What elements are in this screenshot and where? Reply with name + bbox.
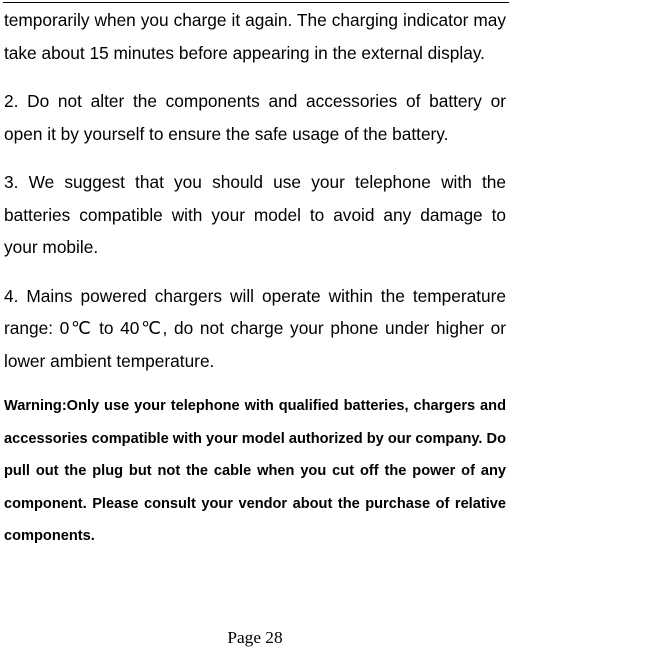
paragraph-battery-components: 2. Do not alter the components and accessories of battery or open it by yourself to ensure the safe usage of the battery.: [4, 91, 506, 144]
paragraph-compatible-batteries: 3. We suggest that you should use your telephone with the batteries compatible with your model to avoid any damage to your mobile.: [4, 172, 506, 257]
document-body: [4, 4, 506, 553]
warning-paragraph: Warning:Only use your telephone with qualified batteries, chargers and accessories compatible with your model authorized by our company. Do pull out the plug but not the cable when you cut off the power of any component. Please consult your vendor about the purchase of relative components.: [4, 398, 506, 544]
top-divider: [3, 2, 509, 3]
paragraph-charging-indicator: temporarily when you charge it again. The charging indicator may take about 15 minutes before appearing in the external display.: [4, 10, 506, 63]
paragraph-charger-temperature: 4. Mains powered chargers will operate within the temperature range: 0℃ to 40℃, do not charge your phone under higher or lower ambient temperature.: [4, 285, 506, 371]
page-number: Page 28: [227, 628, 283, 647]
